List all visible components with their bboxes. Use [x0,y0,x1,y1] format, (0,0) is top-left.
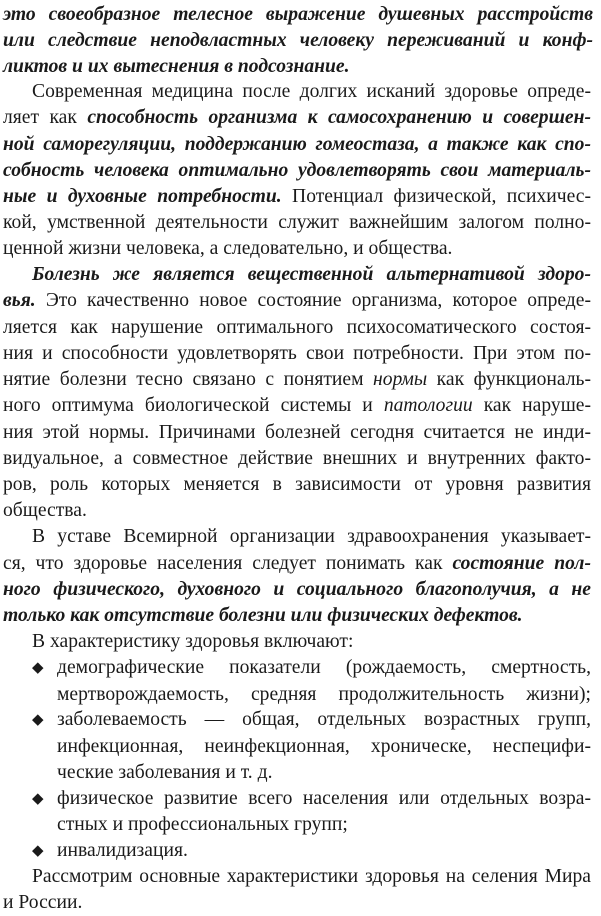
emphasis-text: ликтов и их вытеснения в подсознание. [3,56,350,77]
text-line [3,132,591,158]
body-text: ния и способности удовлетворять свои потребности. При этом по- [3,343,591,364]
emphasis-text: это своеобразное телесное выражение душевных расстройств [3,4,593,25]
text-line [3,472,591,498]
body-text: ся, что здоровье населения следует понимать как [3,553,453,574]
body-text: Это качественно новое состояние организма, которое опреде- [35,290,591,311]
body-text: демографические показатели (рождаемость, смертность, [57,657,591,678]
body-text: ляется как нарушение оптимального психосоматического состоя- [3,317,591,338]
body-text: мертворождаемость, средняя продолжительность жизни); [57,684,591,705]
text-line [3,498,133,524]
text-line [3,341,591,367]
text-line [32,79,591,105]
text-line [3,890,303,916]
body-text: ров, роль которых меняется в зависимости от уровня развития [3,474,591,495]
emphasis-text: ного физического, духовного и социального благополучия, а не [3,579,591,600]
text-line [32,262,591,288]
list-item-line [57,655,591,681]
body-text: инфекционная, неинфекционная, хроническе, неспецифи- [57,736,591,757]
body-text: инвалидизация. [57,840,188,861]
text-line [3,288,591,314]
emphasis-text: вья. [3,290,36,311]
emphasis-text: состояние пол- [452,553,591,574]
list-item-line [57,707,591,733]
text-line [32,524,591,550]
text-line [32,629,592,655]
list-item-line [57,786,591,812]
body-text: ценной жизни человека, а следовательно, и общества. [3,238,453,259]
list-item-line [57,838,357,864]
body-text: общества. [3,500,87,521]
body-text: физическое развитие всего населения или отдельных возра- [57,788,591,809]
text-line [3,603,563,629]
emphasis-text: только как отсутствие болезни или физических дефектов. [3,605,523,626]
body-text: стных и профессиональных групп; [57,814,348,835]
text-line [3,2,593,28]
text-line [3,236,493,262]
text-line [3,54,407,80]
text-line [3,393,591,419]
text-line [3,184,591,210]
text-line [3,158,591,184]
body-text: ляет как [3,107,88,128]
body-text: кой, умственной деятельности служит важнейшим залогом полно- [3,212,591,233]
bullet-icon: ◆ [32,791,44,807]
list-item-line [57,682,591,708]
emphasis-text: ной саморегуляции, поддержанию гомеостаза, а также как спо- [3,134,591,155]
emphasis-text: или следствие неподвластных человеку переживаний и конф- [3,30,593,51]
emphasis-text: собность человека оптимально удовлетворять свои материаль- [3,160,591,181]
body-text: и России. [3,892,83,913]
body-text: В характеристику здоровья включают: [32,631,354,652]
body-text: как функциональ- [427,369,591,390]
text-line [3,28,593,54]
italic-term: нормы [373,369,428,390]
body-text: видуальное, а совместное действие внешних и внутренних факто- [3,448,591,469]
body-text: Рассмотрим основные характеристики здоровья на селения Мира [32,866,591,887]
body-text: заболеваемость — общая, отдельных возрастных групп, [57,709,591,730]
body-text: Потенциал физической, психичес- [281,186,592,207]
text-line [3,210,591,236]
text-line [3,105,591,131]
body-text: ния этой нормы. Причинами болезней сегодня считается не инди- [3,422,591,443]
body-text: Современная медицина после долгих исканий здоровье опреде- [32,81,591,102]
bullet-icon: ◆ [32,660,44,676]
text-line [32,864,591,890]
emphasis-text: ные и духовные потребности. [3,186,282,207]
text-line [3,420,591,446]
italic-term: патологии [383,395,473,416]
list-item-line [57,760,387,786]
emphasis-text: способность организма к самосохранению и совершен- [87,107,591,128]
text-line [3,551,591,577]
text-line [3,367,591,393]
text-line [3,577,591,603]
bullet-icon: ◆ [32,712,44,728]
bullet-icon: ◆ [32,843,44,859]
text-line [3,446,591,472]
body-text: ческие заболевания и т. д. [57,762,273,783]
body-text: В уставе Всемирной организации здравоохранения указывает- [32,526,591,547]
emphasis-text: Болезнь же является вещественной альтернативой здоро- [32,264,591,285]
list-item-line [57,812,437,838]
body-text: ного оптимума биологической системы и [3,395,384,416]
body-text: как наруше- [472,395,592,416]
body-text: нятие болезни тесно связано с понятием [3,369,374,390]
text-line [3,315,591,341]
list-item-line [57,734,591,760]
